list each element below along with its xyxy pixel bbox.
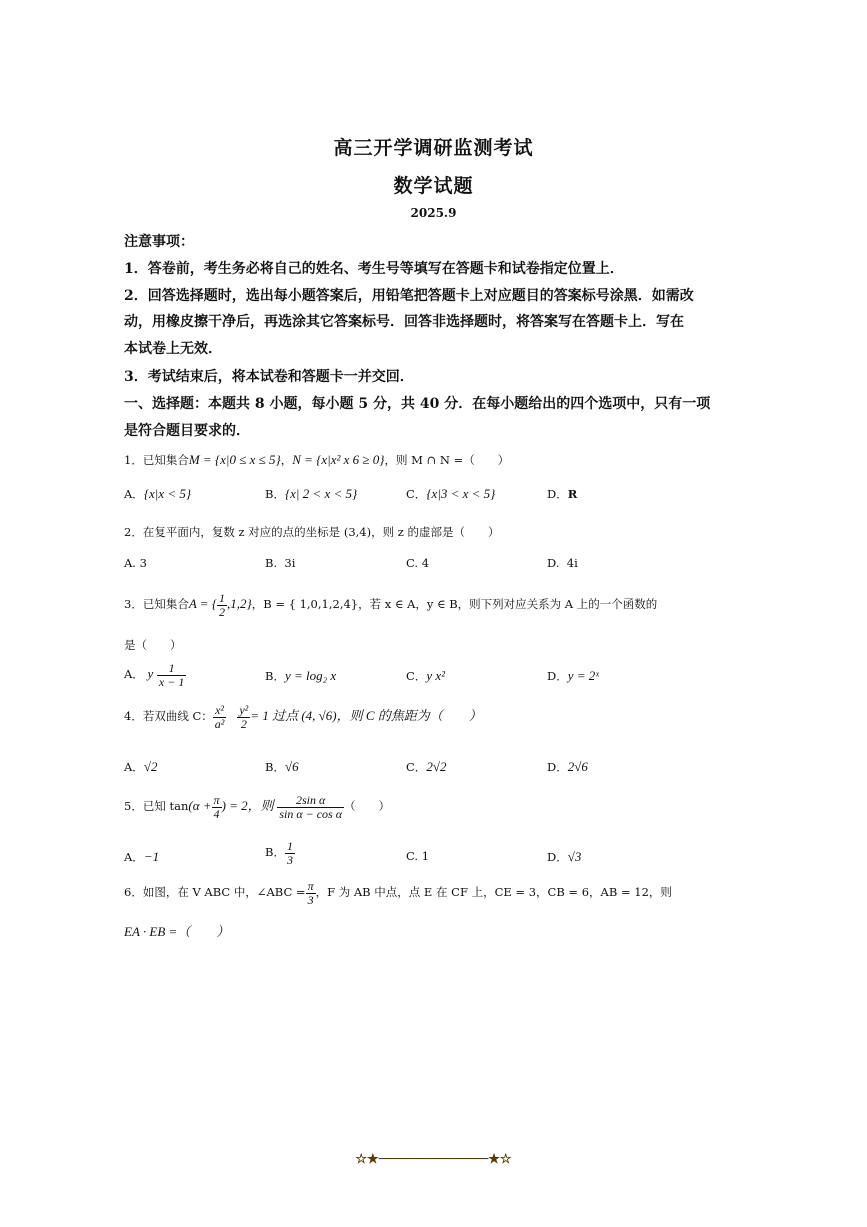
q3-option-a: A． y $\frac{1}{x - 1}$	[124, 661, 185, 689]
q1-set-n: N = {x|x² x 6 ≥ 0}	[292, 452, 385, 467]
section-1-instructions-line-1: 一、选择题：本题共 8 小题，每小题 5 分，共 40 分．在每小题给出的四个选项中，只有一项	[124, 396, 711, 412]
section-1-instructions-line-2: 是符合题目要求的．	[124, 423, 250, 439]
notes-item-1: 1．答卷前，考生务必将自己的姓名、考生号等填写在答题卡和试卷指定位置上．	[124, 261, 624, 277]
question-4-stem: 4．若双曲线 C： $\frac{\text{x²}}{\text{a²}}$ $\frac{\text{y²}}{2}$ = 1 过点 (4, √6)，则 C 的焦距为（ ）	[124, 703, 482, 731]
exam-title: 高三开学调研监测考试	[333, 137, 534, 159]
q5-option-d: D．√3	[547, 849, 582, 864]
question-2-stem: 2．在复平面内，复数 z 对应的点的坐标是 (3,4)，则 z 的虚部是（ ）	[124, 525, 500, 539]
question-3-stem-line-2: 是（ ）	[124, 638, 182, 652]
q1-option-b: B．{x| 2 < x < 5}	[265, 486, 358, 501]
q4-option-a: A．√2	[124, 759, 158, 774]
q3-option-d: D．y = 2ˣ	[547, 668, 599, 683]
q1-ask: ，则 M ∩ N =（ ）	[384, 453, 510, 467]
q3-option-b: B．y = log₂ x	[265, 668, 337, 683]
q5-option-c: C. 1	[406, 849, 430, 863]
q2-option-b: B. 3i	[265, 556, 296, 570]
notes-item-2-line-1: 2．回答选择题时，选出每小题答案后，用铅笔把答题卡上对应题目的答案标号涂黑．如需改	[124, 288, 694, 304]
exam-subject: 数学试题	[393, 175, 474, 197]
q5-option-a: A．−1	[124, 849, 160, 864]
q4-option-b: B．√6	[265, 759, 299, 774]
question-6-stem-line-2: EA · EB =（ ）	[124, 924, 230, 939]
q4-option-c: C．2√2	[406, 759, 447, 774]
notes-item-2-line-3: 本试卷上无效．	[124, 341, 222, 357]
q2-option-d: D. 4i	[547, 556, 578, 570]
question-1-stem	[124, 452, 509, 468]
page-footer-ornament: ☆★──────────────★☆	[355, 1152, 512, 1167]
q2-option-a: A. 3	[124, 556, 147, 570]
notes-item-3: 3．考试结束后，将本试卷和答题卡一并交回．	[124, 369, 414, 385]
question-3-stem: 3．已知集合A = { $\frac{1}{2}$ ,1,2}，B = { 1,0,1,2,4}，若 x ∈ A，y ∈ B，则下列对应关系为 A 上的一个函数的	[124, 591, 658, 619]
q1-option-d: D．R	[547, 487, 578, 501]
q1-sep: ，	[280, 453, 293, 467]
q1-option-c: C．{x|3 < x < 5}	[406, 486, 496, 501]
q1-prefix: 1．已知集合	[124, 453, 189, 467]
q3-option-c: C．y x²	[406, 668, 445, 683]
question-6-stem: 6．如图，在 V ABC 中，∠ABC = $\frac{\pi}{3}$ ，F 为 AB 中点，点 E 在 CF 上，CE = 3，CB = 6，AB = 12，则	[124, 879, 672, 907]
question-5-stem: 5．已知 tan(α + $\frac{\pi}{4}$ ) = 2，则 $\frac{\text{2sin α}}{\text{sin α − cos α}}$ （ ）	[124, 793, 391, 821]
exam-date: 2025.9	[410, 206, 457, 220]
q1-option-a: A．{x|x < 5}	[124, 486, 192, 501]
notes-item-2-line-2: 动，用橡皮擦干净后，再选涂其它答案标号．回答非选择题时，将答案写在答题卡上．写在	[124, 314, 684, 330]
q5-option-b: B． $\frac{1}{3}$	[265, 839, 293, 867]
q4-option-d: D．2√6	[547, 759, 588, 774]
notes-heading: 注意事项：	[124, 234, 194, 250]
q3-fraction-half: $\frac{1}{2}$	[219, 591, 226, 619]
q1-set-m: M = {x|0 ≤ x ≤ 5}	[188, 452, 281, 467]
q2-option-c: C. 4	[406, 556, 430, 570]
